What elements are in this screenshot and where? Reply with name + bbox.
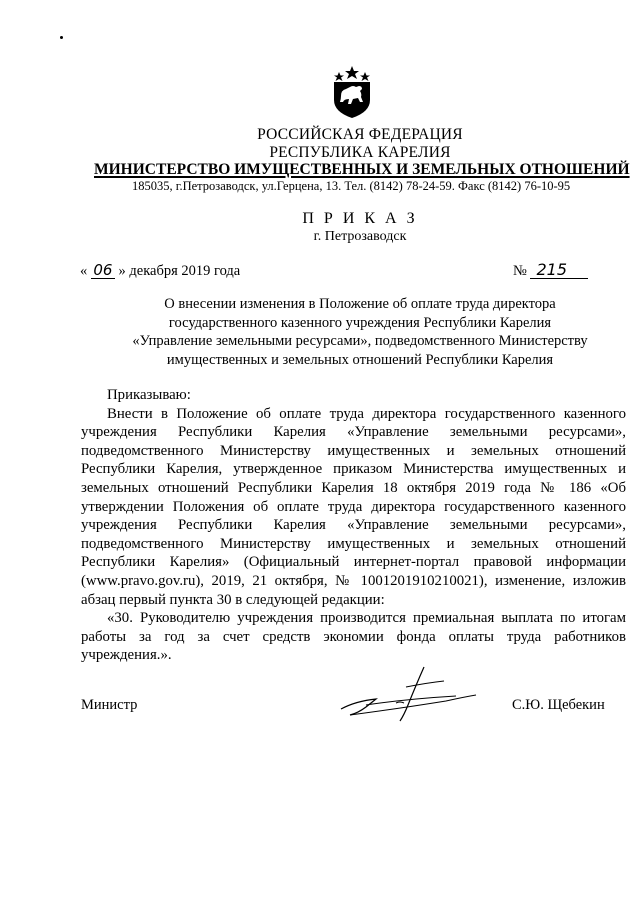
- country-name: РОССИЙСКАЯ ФЕДЕРАЦИЯ: [257, 126, 463, 143]
- ministry-name: МИНИСТЕРСТВО ИМУЩЕСТВЕННЫХ И ЗЕМЕЛЬНЫХ ОТНОШЕНИЙ: [94, 161, 630, 178]
- body-paragraph: Внести в Положение об оплате труда директора государственного казенного учреждения Республики Карелия «Управление земельными ресурсами», подведомственного Министерству имущественных и земельных отношений Республики Карелия, утвержденное приказом Министерства имущественных и земельных отношений Республики Карелия 18 октября 2019 года № 186 «Об утверждении Положения об оплате труда директора государственного казенного учреждения Республики Карелия «Управление земельными ресурсами», подведомственного Министерству имущественных и земельных отношений Республики Карелия» (Официальный интернет-портал правовой информации (www.pravo.gov.ru), 2019, 21 октября, № 1001201910210021), изменение, изложив абзац первый пункта 30 в следующей редакции:: [81, 405, 626, 608]
- scan-dot: [60, 36, 63, 39]
- subject-line: «Управление земельными ресурсами», подведомственного Министерству: [132, 333, 588, 349]
- signature-icon: [336, 665, 486, 725]
- subject-line: государственного казенного учреждения Республики Карелия: [168, 314, 552, 331]
- signer-name: С.Ю. Щебекин: [512, 697, 605, 713]
- order-subject: [90, 295, 630, 369]
- order-city: г. Петрозаводск: [313, 229, 407, 244]
- ministry-address: 185035, г.Петрозаводск, ул.Герцена, 13. Тел. (8142) 78-24-59. Факс (8142) 76-10-95: [132, 179, 571, 193]
- date-day-handwritten: 06: [91, 262, 115, 279]
- date-open-quote: «: [80, 263, 88, 279]
- subject-line: О внесении изменения в Положение об оплате труда директора: [164, 296, 556, 312]
- karelia-coat-of-arms-icon: [331, 66, 373, 118]
- order-title: П Р И К А З: [302, 210, 418, 227]
- body-paragraph: Приказываю:: [107, 387, 191, 403]
- signer-position: Министр: [81, 697, 138, 713]
- date-rest: » декабря 2019 года: [118, 263, 241, 279]
- region-name: РЕСПУБЛИКА КАРЕЛИЯ: [269, 144, 451, 161]
- order-date: [80, 262, 240, 280]
- body-paragraph: «30. Руководителю учреждения производится премиальная выплата по итогам работы за год за счет средств экономии фонда оплаты труда работников учреждения.».: [81, 610, 626, 664]
- number-handwritten: 215: [530, 262, 588, 279]
- number-label: №: [513, 263, 527, 279]
- subject-line: имущественных и земельных отношений Республики Карелия: [166, 351, 554, 368]
- order-body: [81, 386, 626, 665]
- order-number: [513, 262, 588, 280]
